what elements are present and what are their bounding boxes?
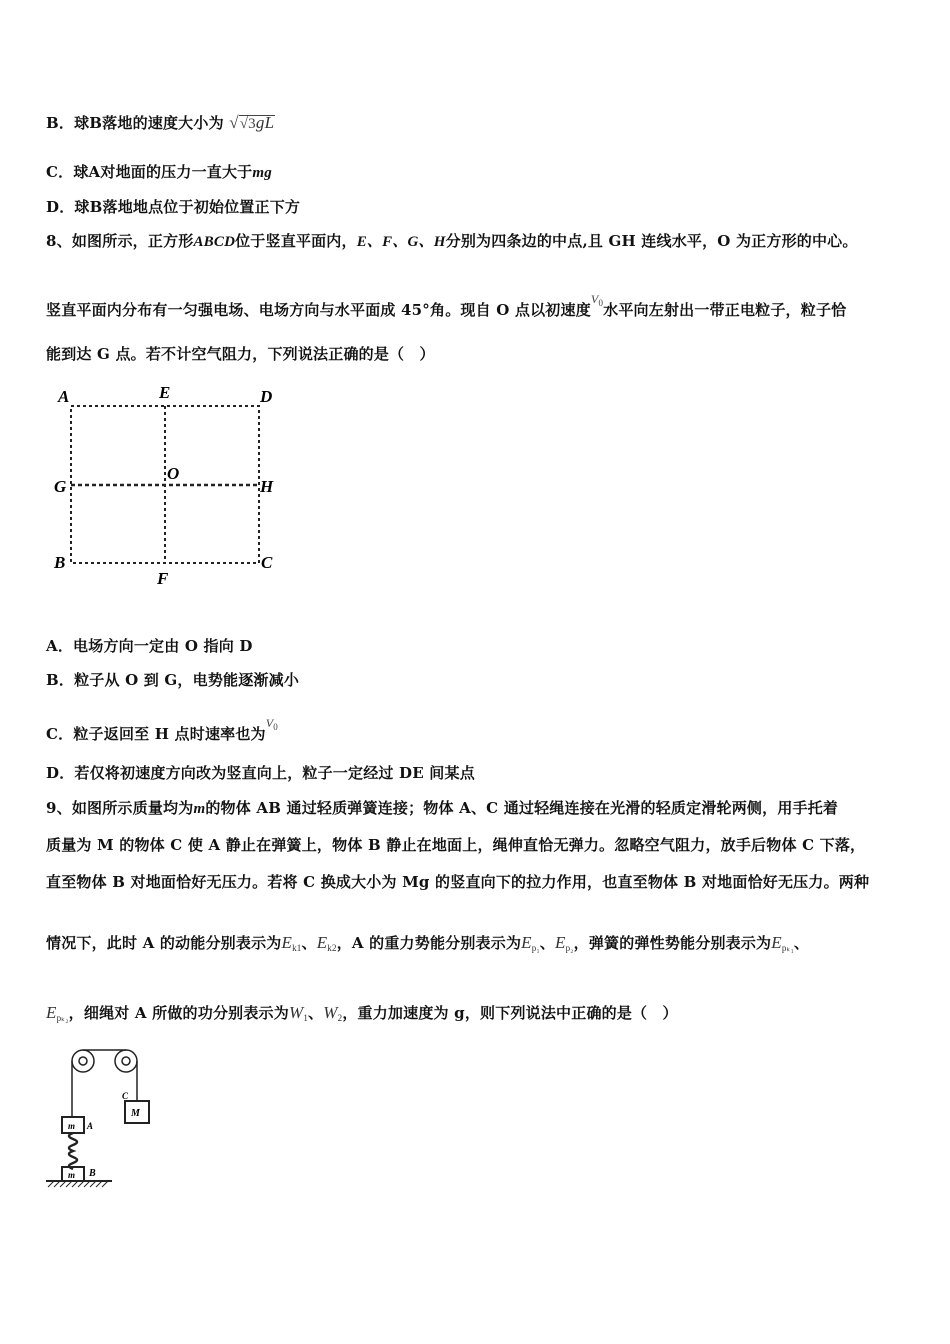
pulley-right bbox=[115, 1050, 137, 1072]
q9-line-5: $E_{p_{k2}}$，细绳对 A 所做的功分别表示为$W_1$、$W_2$，重力加速度为 g，则下列说法中正确的是（ ） bbox=[46, 1003, 678, 1023]
label-m: M bbox=[131, 1108, 140, 1119]
label-a: A bbox=[58, 387, 70, 406]
q8-line-2: 竖直平面内分布有一匀强电场、电场方向与水平面成 45°角。现自 O 点以初速度$^{V_0}$水平向左射出一带正电粒子，粒子恰 bbox=[46, 292, 847, 319]
q9-line-4: 情况下，此时 A 的动能分别表示为$E_{k1}$、$E_{k2}$，A 的重力势能分别表示为$E_{p_1}$、$E_{p_2}$，弹簧的弹性势能分别表示为$E_{p_{k1}}$、 bbox=[46, 933, 810, 953]
q7-option-b: B．球B落地的速度大小为 √√3gL bbox=[46, 113, 275, 132]
label-e: E bbox=[159, 383, 171, 402]
q8-option-d: D．若仅将初速度方向改为竖直向上，粒子一定经过 DE 间某点 bbox=[46, 764, 475, 782]
q8-line-3: 能到达 G 点。若不计空气阻力，下列说法正确的是（ ） bbox=[46, 345, 435, 363]
label-b: B bbox=[89, 1168, 96, 1179]
q9-line-1: 9、如图所示质量均为m的物体 AB 通过轻质弹簧连接；物体 A、C 通过轻绳连接在光滑的轻质定滑轮两侧，用手托着 bbox=[46, 799, 839, 817]
pulley-spring-diagram bbox=[40, 1045, 180, 1195]
label-h: H bbox=[260, 477, 274, 496]
q8-option-c: C．粒子返回至 H 点时速率也为$^{V_0}$ bbox=[46, 716, 278, 743]
q8-option-b: B．粒子从 O 到 G，电势能逐渐减小 bbox=[46, 671, 300, 689]
label-b: B bbox=[54, 553, 66, 572]
square-field-diagram bbox=[46, 380, 286, 590]
label-o: O bbox=[167, 464, 180, 483]
q8-line-1: 8、如图所示，正方形ABCD位于竖直平面内，E、F、G、H分别为四条边的中点,且 GH 连线水平，O 为正方形的中心。 bbox=[46, 232, 858, 250]
pulley-left bbox=[72, 1050, 94, 1072]
label-g: G bbox=[54, 477, 67, 496]
spring bbox=[69, 1133, 77, 1169]
q9-line-2: 质量为 M 的物体 C 使 A 静止在弹簧上，物体 B 静止在地面上，绳伸直恰无弹力。忽略空气阻力，放手后物体 C 下落， bbox=[46, 836, 866, 854]
label-ma: m bbox=[68, 1121, 76, 1131]
label-mb: m bbox=[68, 1170, 76, 1180]
sqrt-formula: √√3gL bbox=[229, 113, 275, 132]
label-d: D bbox=[260, 387, 273, 406]
label-c: C bbox=[261, 553, 273, 572]
q8-option-a: A．电场方向一定由 O 指向 D bbox=[46, 637, 253, 655]
q7-option-d: D．球B落地地点位于初始位置正下方 bbox=[46, 198, 301, 216]
q7-option-c: C．球A对地面的压力一直大于mg bbox=[46, 163, 272, 181]
label-f: F bbox=[157, 569, 169, 588]
label-c: C bbox=[122, 1091, 129, 1101]
label-a: A bbox=[87, 1121, 94, 1131]
q9-line-3: 直至物体 B 对地面恰好无压力。若将 C 换成大小为 Mg 的竖直向下的拉力作用，也直至物体 B 对地面恰好无压力。两种 bbox=[46, 873, 870, 891]
